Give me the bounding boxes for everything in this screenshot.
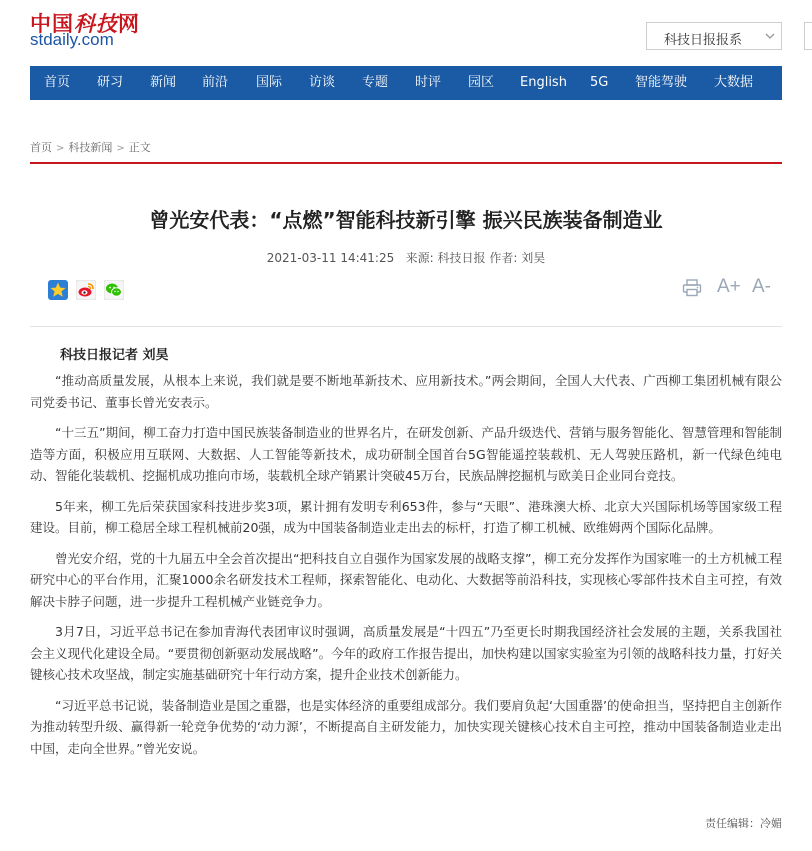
print-icon[interactable]	[682, 278, 702, 298]
breadcrumb-tech-news[interactable]: 科技新闻	[68, 141, 113, 154]
secondary-select[interactable]	[804, 22, 812, 50]
breadcrumb	[30, 139, 151, 155]
nav-item-5g[interactable]: 5G	[590, 75, 609, 90]
breadcrumb-divider	[30, 162, 782, 164]
font-larger-button[interactable]: A+	[717, 276, 741, 297]
weibo-icon[interactable]	[76, 280, 96, 300]
breadcrumb-current: 正文	[128, 141, 151, 154]
nav-item-interview[interactable]: 访谈	[309, 75, 336, 90]
nav-item-frontier[interactable]: 前沿	[202, 75, 229, 90]
article-paragraph: 曾光安介绍，党的十九届五中全会首次提出“把科技自立自强作为国家发展的战略支撑”，柳工充分发挥作为国家唯一的土方机械工程研究中心的平台作用，汇聚1000余名研发技术工程师，探索智能化、电动化、大数据等前沿科技，实现核心零部件技术自主可控，有效解决卡脖子问题，进一步提升工程机械产业链竞争力。	[30, 550, 782, 609]
nav-item-study[interactable]: 研习	[97, 75, 124, 90]
content-divider	[30, 326, 782, 327]
article-paragraph: 3月7日，习近平总书记在参加青海代表团审议时强调，高质量发展是“十四五”乃至更长时期我国经济社会发展的主题，关系我国社会主义现代化建设全局。“要贯彻创新驱动发展战略”。今年的政府工作报告提出，加快构建以国家实验室为引领的战略科技力量，打好关键核心技术攻坚战，制定实施基础研究十年行动方案，提升企业技术创新能力。	[30, 624, 782, 682]
chevron-down-icon	[765, 31, 775, 41]
nav-item-home[interactable]: 首页	[44, 75, 71, 90]
main-nav	[30, 66, 782, 100]
nav-item-special[interactable]: 专题	[362, 75, 389, 90]
nav-item-park[interactable]: 园区	[468, 75, 495, 90]
article-byline: 科技日报记者 刘昊	[60, 348, 169, 363]
article-paragraph: “十三五”期间，柳工奋力打造中国民族装备制造业的世界名片，在研发创新、产品升级迭代、营销与服务智能化、智慧管理和智能制造等方面，积极应用互联网、大数据、人工智能等新技术，成功研制全国首台5G智能遥控装载机、无人驾驶压路机，新一代绿色纯电动、智能化装载机、挖掘机成功推向市场，装载机全球产销累计突破45万台，民族品牌挖掘机与欧美日企业同台竞技。	[30, 425, 782, 483]
nav-item-commentary[interactable]: 时评	[415, 75, 442, 90]
article-paragraph: “习近平总书记说，装备制造业是国之重器，也是实体经济的重要组成部分。我们要肩负起‘大国重器’的使命担当，坚持把自主创新作为推动转型升级、赢得新一轮竞争优势的‘动力源’，不断提高自主研发能力，加快实现关键核心技术自主可控，推动中国装备制造业走出中国，走向全世界。”曾光安说。	[30, 697, 782, 756]
nav-item-big-data[interactable]: 大数据	[714, 75, 754, 90]
qzone-star-icon[interactable]	[48, 280, 68, 300]
nav-item-english[interactable]: English	[520, 75, 567, 90]
article-meta	[30, 249, 782, 266]
newspaper-select-label: 科技日报报系	[664, 33, 743, 48]
newspaper-select[interactable]	[646, 22, 782, 50]
responsible-editor: 责任编辑：冷媚	[705, 817, 782, 830]
nav-item-news[interactable]: 新闻	[150, 75, 177, 90]
article-author: 作者: 刘昊	[489, 251, 546, 265]
article-date: 2021-03-11 14:41:25	[266, 251, 395, 265]
breadcrumb-separator: >	[56, 143, 65, 154]
article-title: 曾光安代表：“点燃”智能科技新引擎 振兴民族装备制造业	[149, 208, 663, 232]
font-smaller-button[interactable]: A-	[752, 276, 771, 297]
logo-chinese: 中国科技网	[30, 11, 140, 36]
article-body	[30, 370, 782, 768]
wechat-icon[interactable]	[104, 280, 124, 300]
site-logo[interactable]	[30, 8, 160, 48]
breadcrumb-home[interactable]: 首页	[30, 141, 52, 154]
article-source: 来源: 科技日报	[405, 251, 486, 265]
nav-item-international[interactable]: 国际	[256, 75, 283, 90]
logo-english: stdaily.com	[30, 30, 114, 49]
breadcrumb-separator: >	[116, 143, 125, 154]
nav-item-autonomous-driving[interactable]: 智能驾驶	[635, 75, 688, 90]
article-paragraph: 5年来，柳工先后荣获国家科技进步奖3项，累计拥有发明专利653件，参与“天眼”、港珠澳大桥、北京大兴国际机场等国家级工程建设。目前，柳工稳居全球工程机械前20强，成为中国装备制造业走出去的标杆，打造了柳工机械、欧维姆两个国际化品牌。	[30, 498, 782, 535]
article-paragraph: “推动高质量发展，从根本上来说，我们就是要不断地革新技术、应用新技术。”两会期间，全国人大代表、广西柳工集团机械有限公司党委书记、董事长曾光安表示。	[30, 373, 782, 410]
